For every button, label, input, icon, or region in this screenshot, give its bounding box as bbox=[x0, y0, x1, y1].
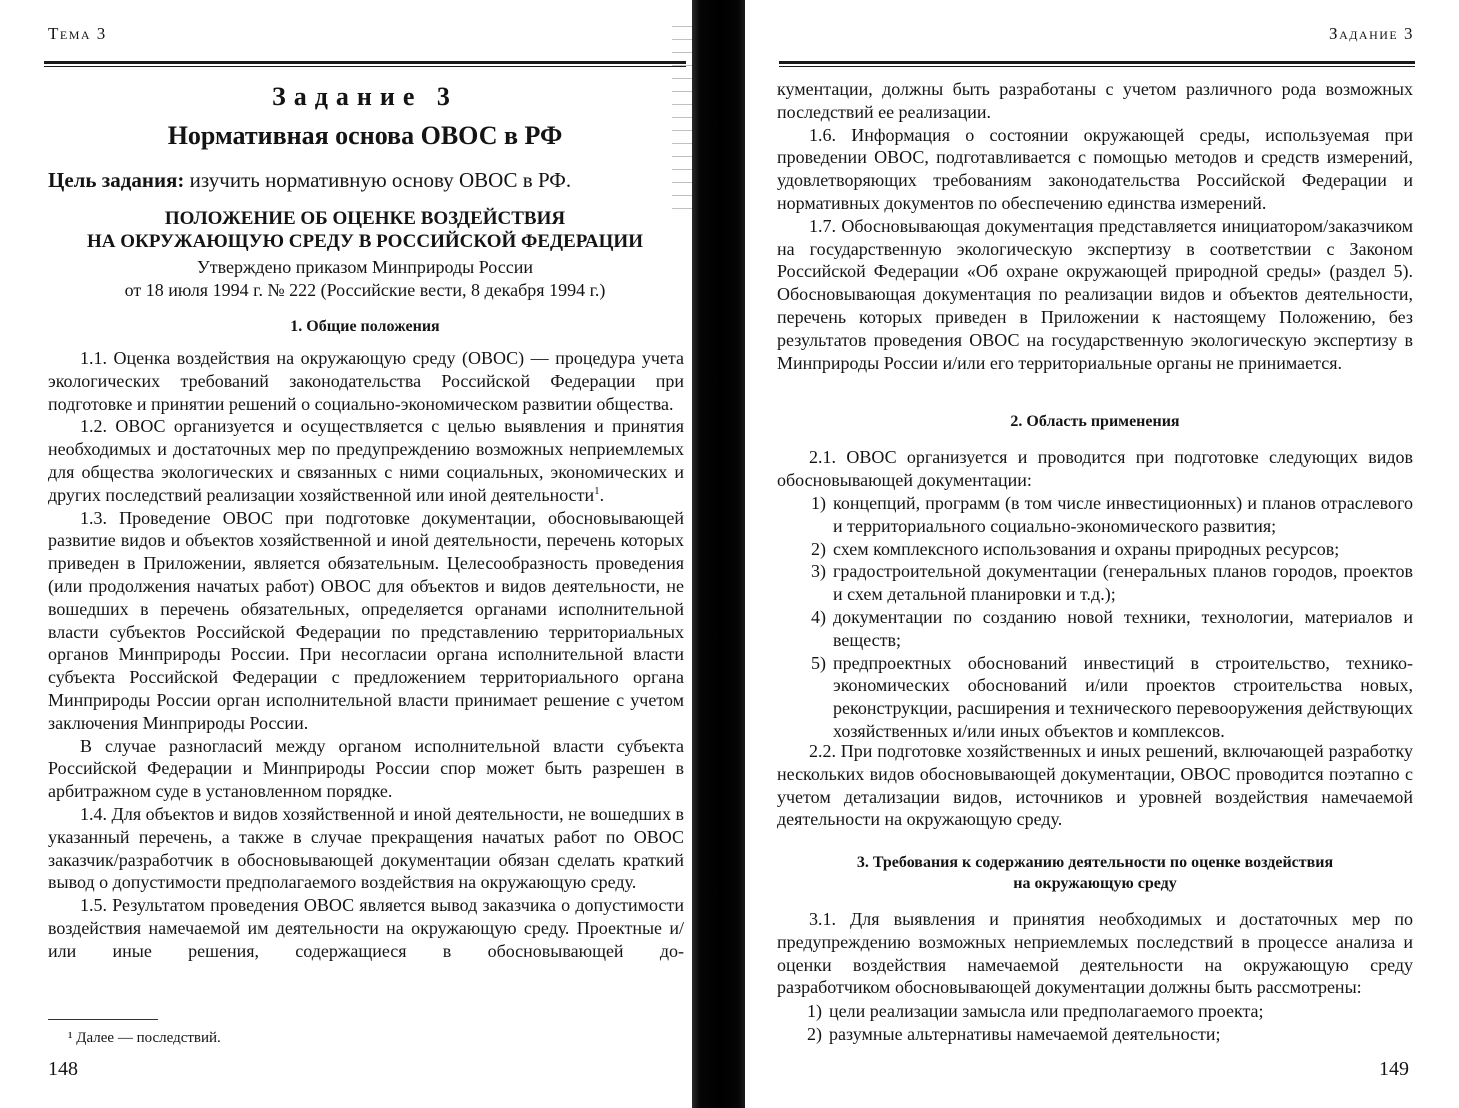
paragraph-1-6: 1.6. Информация о состоянии окружающей среды, используемая при проведении ОВОС, подготавливается с помощью методов и средств измерений, удовлетворяющих требованиям законодательства Российской Федерации и нормативных документов по обеспечению единства измерений. bbox=[777, 124, 1413, 213]
section-heading-3-line2: на окружающую среду bbox=[1013, 875, 1177, 892]
list-item-number: 5) bbox=[811, 652, 826, 673]
list-item-number: 2) bbox=[811, 538, 826, 559]
running-head-right: Задание 3 bbox=[1329, 24, 1414, 43]
section-heading-2: 2. Область применения bbox=[1010, 413, 1180, 430]
left-page bbox=[0, 0, 692, 1108]
paragraph-1-5-continued: кументации, должны быть разработаны с учетом различного рода возможных последствий ее реализации. bbox=[777, 79, 1413, 122]
goal-label: Цель задания: bbox=[48, 168, 185, 192]
regulation-title-line1: ПОЛОЖЕНИЕ ОБ ОЦЕНКЕ ВОЗДЕЙСТВИЯ bbox=[164, 208, 566, 229]
list-item-number: 3) bbox=[811, 561, 826, 582]
list-item-text: схем комплексного использования и охраны природных ресурсов; bbox=[833, 538, 1340, 559]
list-item-number: 1) bbox=[811, 493, 826, 513]
paragraph-3-1: 3.1. Для выявления и принятия необходимых и достаточных мер по предупреждению возможных неприемлемых последствий в процессе анализа и оценки воздействия намечаемой деятельности на окружающую среду разработчиком обосновывающей документации должны быть рассмотрены: bbox=[777, 909, 1413, 998]
list-item bbox=[811, 652, 1413, 743]
paragraph-2-2: 2.2. При подготовке хозяйственных и иных решений, включающей разработку нескольких видов обосновывающей документации, ОВОС проводится поэтапно с учетом детализации видов, источников и уровней воздействия намечаемой деятельности на окружающую среду. bbox=[777, 741, 1413, 830]
list-item-text: концепций, программ (в том числе инвестиционных) и планов отраслевого и территориального социально-экономического развития; bbox=[833, 493, 1413, 536]
paragraph-3-1-block bbox=[777, 908, 1413, 999]
header-rule-left bbox=[44, 61, 686, 64]
paragraph-2-1: 2.1. ОВОС организуется и проводится при подготовке следующих видов обосновывающей документации: bbox=[777, 447, 1413, 490]
list-item-number: 1) bbox=[807, 1001, 822, 1021]
page-number-right: 149 bbox=[1379, 1058, 1409, 1080]
scan-edge-artifact bbox=[672, 20, 692, 220]
list-item-text: документации по созданию новой техники, технологии, материалов и веществ; bbox=[833, 606, 1413, 650]
goal-text: изучить нормативную основу ОВОС в РФ. bbox=[184, 168, 572, 192]
running-head-left: Тема 3 bbox=[48, 24, 107, 43]
footnote-rule bbox=[48, 1019, 158, 1020]
regulation-title-line2: НА ОКРУЖАЮЩУЮ СРЕДУ В РОССИЙСКОЙ ФЕДЕРАЦИИ bbox=[87, 231, 643, 252]
paragraph-1-2 bbox=[48, 415, 684, 506]
list-item bbox=[807, 1023, 1413, 1046]
list-item-number: 2) bbox=[807, 1023, 822, 1044]
list-item-text: градостроительной документации (генеральных планов городов, проектов и схем детальной планировки и т.д.); bbox=[833, 561, 1413, 605]
book-gutter bbox=[692, 0, 745, 1108]
page-number-left: 148 bbox=[48, 1058, 78, 1080]
left-body bbox=[48, 347, 684, 963]
paragraph-1-2-end: . bbox=[599, 484, 605, 505]
paragraph-2-2-block bbox=[777, 740, 1413, 831]
list-item-text: разумные альтернативы намечаемой деятельности; bbox=[829, 1023, 1221, 1044]
regulation-title bbox=[48, 207, 682, 253]
approval-line2: от 18 июля 1994 г. № 222 (Российские вести, 8 декабря 1994 г.) bbox=[124, 280, 606, 300]
section-heading-3 bbox=[777, 852, 1413, 894]
regulation-approval-note bbox=[48, 256, 682, 302]
paragraph-1-2-text: 1.2. ОВОС организуется и осуществляется с целью выявления и принятия необходимых и достаточных мер по предупреждению возможных неприемлемых для общества экологических и связанных с ними социальных, экономических и других последствий реализации хозяйственной или иной деятельности bbox=[48, 416, 684, 505]
list-item bbox=[811, 606, 1413, 652]
footnote: ¹ Далее — последствий. bbox=[68, 1030, 221, 1046]
paragraph-1-3-b: В случае разногласий между органом исполнительной власти субъекта Российской Федерации и Минприроды России спор может быть разрешен в арбитражном суде в установленном порядке. bbox=[48, 735, 684, 802]
list-item bbox=[811, 538, 1413, 561]
consideration-list bbox=[807, 1000, 1413, 1046]
header-rule-right bbox=[779, 61, 1415, 64]
task-goal bbox=[48, 168, 682, 193]
paragraph-1-3: 1.3. Проведение ОВОС при подготовке документации, обосновывающей развитие видов и объектов хозяйственной и иной деятельности, перечень которых приведен в Приложении, является обязательным. Целесообразность проведения (или продолжения начатых работ) ОВОС для объектов и видов деятельности, не вошедших в перечень обязательных, определяется органами исполнительной власти субъектов Российской Федерации по представлению территориальных органов Минприроды России. При несогласии органа исполнительной власти субъекта Российской Федерации с предложением территориального органа Минприроды России орган исполнительной власти принимает решение с учетом заключения Минприроды России. bbox=[48, 507, 684, 733]
main-title: Нормативная основа ОВОС в РФ bbox=[167, 121, 563, 150]
list-item-text: цели реализации замысла или предполагаемого проекта; bbox=[829, 1001, 1264, 1021]
footnote-marker: 1 bbox=[594, 484, 600, 497]
list-item-text: предпроектных обоснований инвестиций в строительство, технико-экономических обоснований и/или проектов строительства новых, реконструкции, расширения и технического перевооружения действующих хозяйственных и/или иных объектов и комплексов. bbox=[833, 652, 1413, 741]
right-page bbox=[745, 0, 1459, 1108]
paragraph-2-1-block bbox=[777, 446, 1413, 492]
section-heading-3-line1: 3. Требования к содержанию деятельности по оценке воздействия bbox=[856, 854, 1334, 871]
list-item bbox=[811, 492, 1413, 538]
list-item bbox=[811, 560, 1413, 606]
approval-line1: Утверждено приказом Минприроды России bbox=[196, 257, 533, 277]
right-body-top bbox=[777, 78, 1413, 374]
paragraph-1-5: 1.5. Результатом проведения ОВОС является вывод заказчика о допустимости воздействия намечаемой им деятельности на окружающую среду. Проектные и/или иные решения, содержащиеся в обосновывающей до- bbox=[48, 895, 684, 961]
documentation-types-list bbox=[811, 492, 1413, 743]
paragraph-1-1: 1.1. Оценка воздействия на окружающую среду (ОВОС) — процедура учета экологических требований законодательства Российской Федерации при подготовке и принятии решений о социально-экономическом развитии общества. bbox=[48, 348, 684, 414]
section-heading-1: 1. Общие положения bbox=[290, 318, 440, 335]
paragraph-1-7: 1.7. Обосновывающая документация представляется инициатором/заказчиком на государственную экологическую экспертизу в соответствии с Законом Российской Федерации «Об охране окружающей природной среды» (раздел 5). Обосновывающая документация по реализации видов и объектов деятельности, перечень которых приведен в Приложении к настоящему Положению, без результатов проведения ОВОС на государственную экологическую экспертизу в Минприроды России и/или его территориальные органы не принимается. bbox=[777, 215, 1413, 373]
list-item bbox=[807, 1000, 1413, 1023]
list-item-number: 4) bbox=[811, 606, 826, 627]
paragraph-1-4: 1.4. Для объектов и видов хозяйственной и иной деятельности, не вошедших в указанный перечень, а также в случае прекращения начатых работ по ОВОС заказчик/разработчик в обосновывающей документации обязан сделать краткий вывод о допустимости предполагаемого воздействия на окружающую среду. bbox=[48, 803, 684, 893]
task-title: Задание 3 bbox=[272, 82, 458, 111]
